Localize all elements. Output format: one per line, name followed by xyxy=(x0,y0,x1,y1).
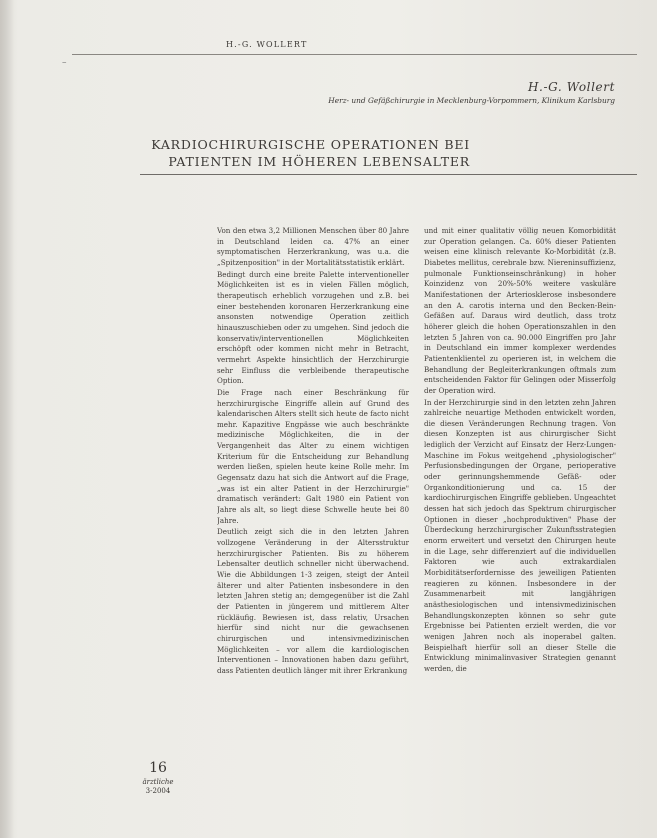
journal-name: ärztliche xyxy=(142,778,174,786)
author-affiliation: Herz- und Gefäßchirurgie in Mecklenburg-Vorpommern, Klinikum Karlsburg xyxy=(328,96,615,105)
title-line-2: PATIENTEN IM HÖHEREN LEBENSALTER xyxy=(168,154,470,169)
header-rule xyxy=(72,54,637,55)
body-column-right xyxy=(424,226,616,822)
page-footer xyxy=(138,760,178,795)
paragraph: Von den etwa 3,2 Millionen Menschen über 80 Jahre in Deutschland leiden ca. 47% an einer symptomatischen Herzerkrankung, was u.a. die „Spitzenposition" in der Mortalitätsstatistik erklärt. xyxy=(217,226,409,267)
author-name: H.-G. Wollert xyxy=(527,80,615,94)
running-head: H.-G. WOLLERT xyxy=(226,40,308,49)
corner-mark: – xyxy=(62,58,67,68)
paragraph: Deutlich zeigt sich die in den letzten Jahren vollzogene Veränderung in der Altersstruktur herzchirurgischer Patienten. Bis zu höherem Lebensalter deutlich schneller nicht überwachend. Wie die Abbildungen 1-3 zeigen, steigt der Anteil älterer und alter Patienten insbesondere in den letzten Jahren stetig an; demgegenüber ist die Zahl der Patienten in jüngerem und mittlerem Alter rückläufig. Bewiesen ist, dass relativ, Ursachen hierfür sind nicht nur die gewachsenen chirurgischen und intensivmedizinischen Möglichkeiten – vor allem die kardiologischen Interventionen – Innovationen haben dazu geführt, dass Patienten deutlich länger mit ihrer Erkrankung xyxy=(217,527,409,675)
issue-number: 3-2004 xyxy=(145,787,171,795)
paragraph: Bedingt durch eine breite Palette interventioneller Möglichkeiten ist es in vielen Fällen möglich, therapeutisch erheblich vorzugehen und z.B. bei einer bestehenden koronaren Herzerkrankung eine ansonsten notwendige Operation zeitlich hinauszuschieben oder zu umgehen. Sind jedoch die konservativ/interventionellen Möglichkeiten erschöpft oder kommen nicht mehr in Betracht, vermehrt Aspekte hinsichtlich der Herzchirurgie sehr Einfluss die verbleibende therapeutische Option. xyxy=(217,269,409,386)
paragraph: In der Herzchirurgie sind in den letzten zehn Jahren zahlreiche neuartige Methoden entwickelt worden, die diesen Veränderungen Rechnung tragen. Von diesen Konzepten ist aus chirurgischer Sicht lediglich der Verzicht auf Einsatz der Herz-Lungen-Maschine im Fokus weitgehend „physiologischer" Perfusionsbedingungen der Organe, perioperative oder gerinnungshemmende Gefäß- oder Organkonditionierung und ca. 15 der kardiochirurgischen Eingriffe geblieben. Ungeachtet dessen hat sich jedoch das Spektrum chirurgischer Optionen in dieser „hochproduktiven" Phase der Überdeckung herzchirurgischer Zukunftsstrategien enorm erweitert und versetzt den Chirurgen heute in die Lage, sehr differenziert auf die individuellen Faktoren wie auch extrakardialen Morbiditätserfordernisse des jeweiligen Patienten reagieren zu können. Insbesondere in der Zusammenarbeit mit langjährigen anästhesiologischen und intensivmedizinischen Behandlungskonzepten können so sehr gute Ergebnisse bei Patienten erzielt werden, die vor wenigen Jahren noch als inoperabel galten. Beispielhaft hierfür soll an dieser Stelle die Entwicklung minimalinvasiver Strategien genannt werden, die xyxy=(424,397,616,673)
paragraph: Die Frage nach einer Beschränkung für herzchirurgische Eingriffe allein auf Grund des kalendarischen Alters stellt sich heute de facto nicht mehr. Kapazitive Engpässe wie auch beschränkte medizinische Möglichkeiten, die in der Vergangenheit das Alter zu einem wichtigen Kriterium für die Entscheidung zur Behandlung werden ließen, spielen heute keine Rolle mehr. Im Gegensatz dazu hat sich die Antwort auf die Frage, „was ist ein alter Patient in der Herzchirurgie" dramatisch verändert: Galt 1980 ein Patient von Jahre als alt, so liegt diese Schwelle heute bei 80 Jahre. xyxy=(217,387,409,525)
paragraph: und mit einer qualitativ völlig neuen Komorbidität zur Operation gelangen. Ca. 60% dieser Patienten weisen eine klinisch relevante Ko-Morbidität (z.B. Diabetes mellitus, cerebrale bzw. Niereninsuffizienz, pulmonale Funktionseinschränkung) in hoher Koinzidenz von 20%-50% weitere vaskuläre Manifestationen der Arteriosklerose insbesondere an den A. carotis interna und den Becken-Bein-Gefäßen auf. Daraus wird deutlich, dass trotz höherer gleich die hohen Operationszahlen in den letzten 5 Jahren von ca. 90.000 Eingriffen pro Jahr in Deutschland ein immer komplexer werdendes Patientenklientel zu operieren ist, in welchem die Behandlung der Begleiterkrankungen oftmals zum entscheidenden Faktor für Gelingen oder Misserfolg der Operation wird. xyxy=(424,226,616,395)
article-title xyxy=(150,136,470,170)
title-line-1: KARDIOCHIRURGISCHE OPERATIONEN BEI xyxy=(151,137,470,152)
page-number: 16 xyxy=(149,760,167,776)
body-column-left xyxy=(217,226,409,822)
spine-shadow xyxy=(0,0,14,838)
title-rule xyxy=(140,174,637,175)
